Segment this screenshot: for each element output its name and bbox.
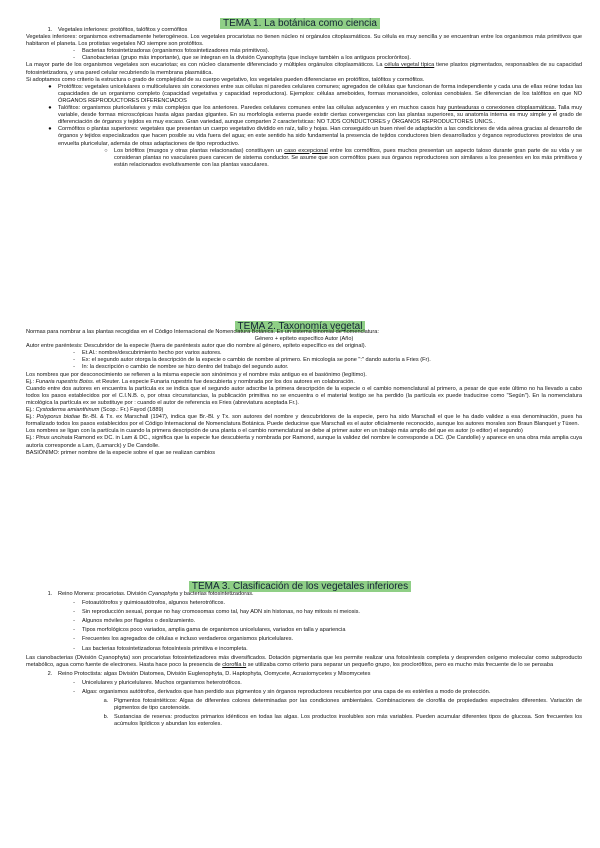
list-item: ● Cormófitos o plantas superiores: vegetales que presentan un cuerpo vegetativo dividido en raíz, tallo y hojas. Han conseguido un buen nivel de adaptación a las condiciones de vida aérea gracias al desarrollo de órganos y tejidos especializados que hacen posible su vida fuera del agua; en este sentido ha sido fundamental la presencia de tejidos conductores bien desarrollados y órganos reproductores provistos de una envuelta pluricelular, además de otras adaptaciones de tipo reproductivo. bbox=[48, 126, 582, 147]
list-item: - Sin reproducción sexual, porque no hay cromosomas como tal, hay ADN sin histonas, no hay mitosis ni meiosis. bbox=[73, 609, 360, 616]
list-item: - Frecuentes los agregados de células e incluso verdaderos organismos pluricelulares. bbox=[73, 636, 294, 643]
section-title-1: TEMA 1. La botánica como ciencia bbox=[0, 13, 600, 31]
paragraph: Cuando entre dos autores en encuentra la partícula ex se indica que el segundo autor adscribe la primera descripción de la especie o el cambio nomenclatural al primero, a pesar de que este último no ha llevado a cabo todos los pasos establecidos por el C.I.N.B. o, por otras circunstancias, la publicación primitiva no se encuentra o el material testigo se ha perdido (la partícula ex puede traducirse como "Según"). En la nomenclatura micológica la partícula ex se substituye por : cuando el autor de referencia es Fries (abreviatura aceptada Fr.). bbox=[26, 385, 582, 406]
list-item: b. Sustancias de reserva: productos primarios idénticos en todas las algas. Los productos insolubles son más variables. Pueden acumular diferentes tipos de glucosa. Son frecuentes los acúmulos lipídicos y abundan los esteroles. bbox=[103, 714, 582, 728]
list-item: - Unicelulares y pluricelulares. Muchos organismos heterotróficos. bbox=[73, 679, 242, 686]
section-title-3: TEMA 3. Clasificación de los vegetales inferiores bbox=[0, 576, 600, 594]
list-item: - Algunos móviles por flagelos o deslizamiento. bbox=[73, 618, 196, 625]
list-item: - Cianobacterias (grupo más importante), que se integran en la división Cyanophyta (que incluye también a los antiguos procloróritos). bbox=[73, 55, 411, 62]
paragraph: Ej.: Polyporus biotiae Br.-Bl. & Tx. ex Marschall (1947), indica que Br.-Bl. y Tx. son autores del nombre y descubridores de la especie, pero ha sido Marschall el que le ha dado validez a esa denominación, pues ha formalizado todos los pasos establecidos por el Código Internacional de Nomenclatura Botánica. Puede deducirse que Marschall es el autor oficialmente reconocido, aunque los autores morales son Braun Blanquet y Tüxen. bbox=[26, 414, 582, 428]
formula: Género + epíteto específico Autor (Año) bbox=[254, 336, 354, 343]
paragraph: Ej.: Funaria rupestris Boiss. et Reuter. La especie Funaria rupestris fue descubierta y nombrada por los dos autores en colaboración. bbox=[26, 378, 355, 385]
list-item: - Ex: el segundo autor otorga la descripción de la especie o cambio de nombre al primero. En micología se pone ":" dando autoría a Fries (Fr). bbox=[73, 357, 431, 364]
paragraph: Ej.: Pinus uncinata Ramond ex DC. in Lam & DC., significa que la especie fue descubierta y nombrada por Ramond, aunque la validez del nombre le corresponde a DC. (De Candolle) y aparece en una obra más amplia cuya autoría corresponde a Lam, (Lamarck) y De Candolle. bbox=[26, 435, 583, 449]
list-item: 1. Vegetales inferiores: protófitos, talófitos y cormófitos bbox=[47, 27, 188, 33]
list-item: 1. Reino Monera: procariotas. División Cyanophyta y bacterias fotosintetizadoras. bbox=[47, 591, 254, 597]
paragraph: Si adoptamos como criterio la estructura o grado de complejidad de su cuerpo vegetativo, los vegetales pueden diferenciarse en protófitos, talófitos y cormófitos. bbox=[26, 76, 425, 83]
paragraph: Autor entre paréntesis: Descubridor de la especie (fuera de paréntesis autor que dio nombre al género, epíteto específico es del original). bbox=[26, 343, 367, 350]
list-item: - Et.Al.: nombre/descubrimiento hecho por varios autores. bbox=[73, 350, 222, 357]
list-item: 2. Reino Protoctista: algas División Diatomea, División Euglenophyta, D. Haptophyta, Oomycete, Acrasiomycetes y Mixomycetes bbox=[47, 670, 371, 677]
list-item: ○ Los briófitos (musgos y otras plantas relacionadas) constituyen un caso excepcional entre los cormófitos, pues muchos presentan un aspecto taloso durante gran parte de su vida y se consideran plantas no vasculares pues carecen de sistema conductor. Se asume que son cormófitos pues sus órganos reproductores son similares a los presentes en los más primitivos y están relacionados evolutivamente con las plantas vasculares. bbox=[104, 147, 582, 168]
paragraph: Ej.: Cystoderma amianthinum (Scop.: Fr.) Fayod (1889) bbox=[26, 407, 164, 414]
list-item: ● Protófitos: vegetales unicelulares o multicelulares sin conexiones entre sus células ni paredes celulares comunes; agregados de células que funcionan de forma independiente y cada una de ellas reúne todas las capacidades de un organismo completo (capacidad vegetativa y capacidad reproductora). Ejemplos: células ameboides, formas monanoides, colonias cenobiales. Se diferencian de los talófitos en que NO ÓRGANOS REPRODUCTORES DIFERENCIADOS bbox=[48, 83, 582, 104]
list-item: - In: la descripción o cambio de nombre se hizo dentro del trabajo del segundo autor. bbox=[73, 364, 289, 371]
tema3-body bbox=[26, 591, 582, 729]
paragraph: Los nombres se ligan con la partícula in cuando la primera descripción de una planta o el cambio nomenclatural se debe al primer autor en un trabajo más amplio del que es autor (o editor) el segundo) bbox=[26, 428, 523, 435]
list-item: ● Talófitos: organismos pluricelulares y más complejos que los anteriores. Paredes celulares comunes entre las células adyacentes y en muchos casos hay punteaduras o conexiones citoplasmáticas. Talla muy variable, desde formas microscópicas hasta algas pardas gigantes. En su morfología externa puede existir ciertas convergencias con las plantas superiores, su anatomía interna es muy simple y el grado de diferenciación de órganos y tejidos es muy escaso. Gran variedad, aunque comparten 2 características: NO TJDS CONDUCTORES y ÓRGANOS REPRODUCTORES UNICS.. bbox=[48, 105, 582, 126]
paragraph: La mayor parte de los organismos vegetales son eucariotas; es con núcleo claramente diferenciado y múltiples orgánulos citoplasmáticos. La célula vegetal típica tiene plastos pigmentados, responsables de su capacidad fotosintetizadora, y una pared celular recubriendo la membrana plasmática. bbox=[26, 62, 582, 76]
list-item: - Fotoautótrofos y quimioautótrofos, algunos heterotróficos. bbox=[73, 600, 226, 607]
list-item: - Bacterias fotosintetizadoras (organismos fotosintetizadores más primitivos). bbox=[73, 48, 270, 55]
list-item: - Tipos morfológicos poco variados, amplia gama de organismos unicelulares, variados en talla y apariencia bbox=[73, 627, 346, 634]
tema2-body bbox=[26, 329, 582, 457]
paragraph: Vegetales inferiores: organismos extremadamente heterogéneos. Los vegetales procariotas no tienen núcleo ni orgánulos citoplasmáticos. Su célula es muy sencilla y se encuentran entre los organismos más primitivos que habitaron el planeta. Los protistas vegetales NO siempre son protófitos. bbox=[26, 34, 582, 48]
paragraph: Las cianobacterias (División Cyanophyta) son procariotas fotosintetizadores más diversificados. Dotación pigmentaria que les permite realizar una fotosíntesis completa y desprenden oxígeno molecular como subproducto metabólico, agua como fuente de electrones. Hasta hace poco la presencia de clorofila b se utilizaba como criterio para separar un pequeño grupo, los proclorófitos, pero es mucho más frecuente de lo se pensaba bbox=[26, 654, 582, 668]
list-item: - Algas: organismos autótrofos, derivados que han perdido sus pigmentos y sin órganos reproductores recubiertos por una capa de es estériles a modo de protección. bbox=[73, 689, 491, 696]
paragraph: BASIÓNIMO: primer nombre de la especie sobre el que se realizan cambios bbox=[26, 449, 216, 456]
paragraph: Los nombres que por desconocimiento se refieren a la misma especie son sinónimos y el nombre más antiguo es el basiónimo (legítimo). bbox=[26, 371, 367, 378]
section-title-2: TEMA 2. Taxonomía vegetal bbox=[0, 316, 600, 334]
paragraph: Normas para nombrar a las plantas recogidas en el Código Internacional de Nomenclatura Botánica. Es un sistema binomial de nomenclatura: bbox=[26, 329, 379, 335]
list-item: a. Pigmentos fotosintéticos: Algas de diferentes colores determinadas por las condiciones ambientales. Combinaciones de clorofila de propiedades espectrales diferentes. Variación de pigmentos de tipo carotenoide. bbox=[103, 698, 582, 712]
list-item: - Las bacterias fotosintetizadoras fotosíntesis primitiva e incompleta. bbox=[73, 645, 248, 652]
tema1-body bbox=[26, 27, 582, 169]
